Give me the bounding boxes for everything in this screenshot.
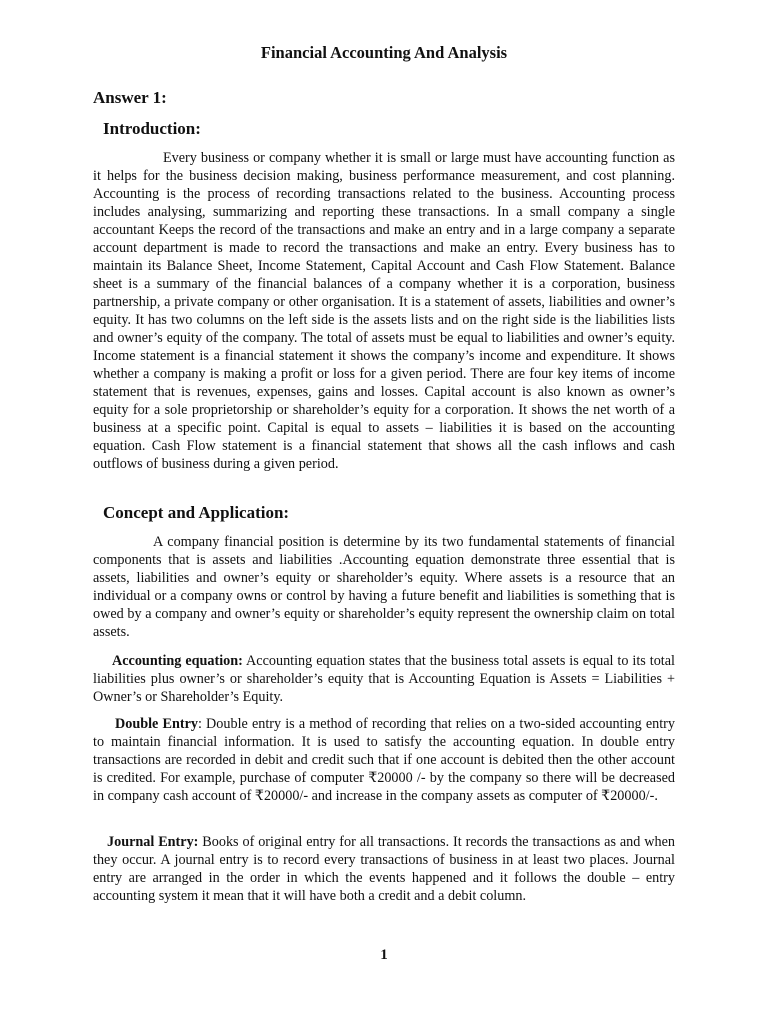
double-entry-term: Double Entry — [115, 716, 198, 732]
accounting-equation-term: Accounting equation: — [112, 653, 243, 669]
accounting-equation-paragraph — [93, 652, 675, 706]
accounting-equation-text: Accounting equation states that the business total assets is equal to its total liabilities plus owner’s or shareholder’s equity that is Accounting Equation is Assets = Liabilities + Owner’s or Shareholder’s Equity. — [93, 653, 675, 705]
double-entry-paragraph — [93, 715, 675, 805]
answer-heading: Answer 1: — [93, 88, 167, 107]
journal-entry-paragraph — [93, 833, 675, 905]
concept-heading: Concept and Application: — [103, 503, 290, 522]
introduction-heading: Introduction: — [103, 119, 201, 138]
double-entry-text: : Double entry is a method of recording that relies on a two-sided accounting entry to maintain financial information. It is used to satisfy the accounting equation. In double entry transactions are recorded in debit and credit such that if one account is debited then the other account is credited. For example, purchase of computer ₹20000 /- by the company so there will be decreased in company cash account of ₹20000/- and increase in the company assets as computer of ₹20000/-. — [93, 716, 676, 804]
journal-entry-term: Journal Entry: — [107, 834, 199, 850]
concept-paragraph: A company financial position is determine by its two fundamental statements of financial components that is assets and liabilities .Accounting equation demonstrate three essential that is assets, liabilities and owner’s equity or shareholder’s equity. Where assets is a resource that an individual or a company owns or control by having a future benefit and liabilities is something that is owed by a company and owner’s equity or shareholder’s equity represent the ownership claim on total assets. — [93, 534, 675, 640]
document-title: Financial Accounting And Analysis — [260, 43, 508, 62]
page-number: 1 — [380, 947, 388, 963]
introduction-paragraph: Every business or company whether it is small or large must have accounting function as it helps for the business decision making, business performance measurement, and cost planning. Accounting is the process of recording transactions related to the business. Accounting process includes analysing, summarizing and reporting these transactions. In a small company a single accountant Keeps the record of the transactions and make an entry and in a large company a separate account department is made to record the transactions and make an entry. Every business has to maintain its Balance Sheet, Income Statement, Capital Account and Cash Flow Statement. Balance sheet is a summary of the financial balances of a company whether it is a corporation, business partnership, a private company or other organisation. It is a statement of assets, liabilities and owner’s equity. It has two columns on the left side is the assets lists and on the right side is the liabilities lists and owner’s equity of the company. The total of assets must be equal to liabilities and owner’s equity. Income statement is a financial statement it shows the company’s income and expenditure. It shows whether a company is making a profit or loss for a given period. There are four key items of income statement that is revenues, expenses, gains and losses. Capital account is also known as owner’s equity for a sole proprietorship or shareholder’s equity for a corporation. It shows the net worth of a business at a specific point. Capital is equal to assets – liabilities it is based on the accounting equation. Cash Flow statement is a financial statement that shows all the cash inflows and cash outflows of business during a given period. — [93, 150, 675, 472]
journal-entry-text: Books of original entry for all transactions. It records the transactions as and when they occur. A journal entry is to record every transactions of business in at least two places. Journal entry are arranged in the order in which the events happened and it follows the double – entry accounting system it mean that it will have both a credit and a debit column. — [93, 834, 675, 904]
